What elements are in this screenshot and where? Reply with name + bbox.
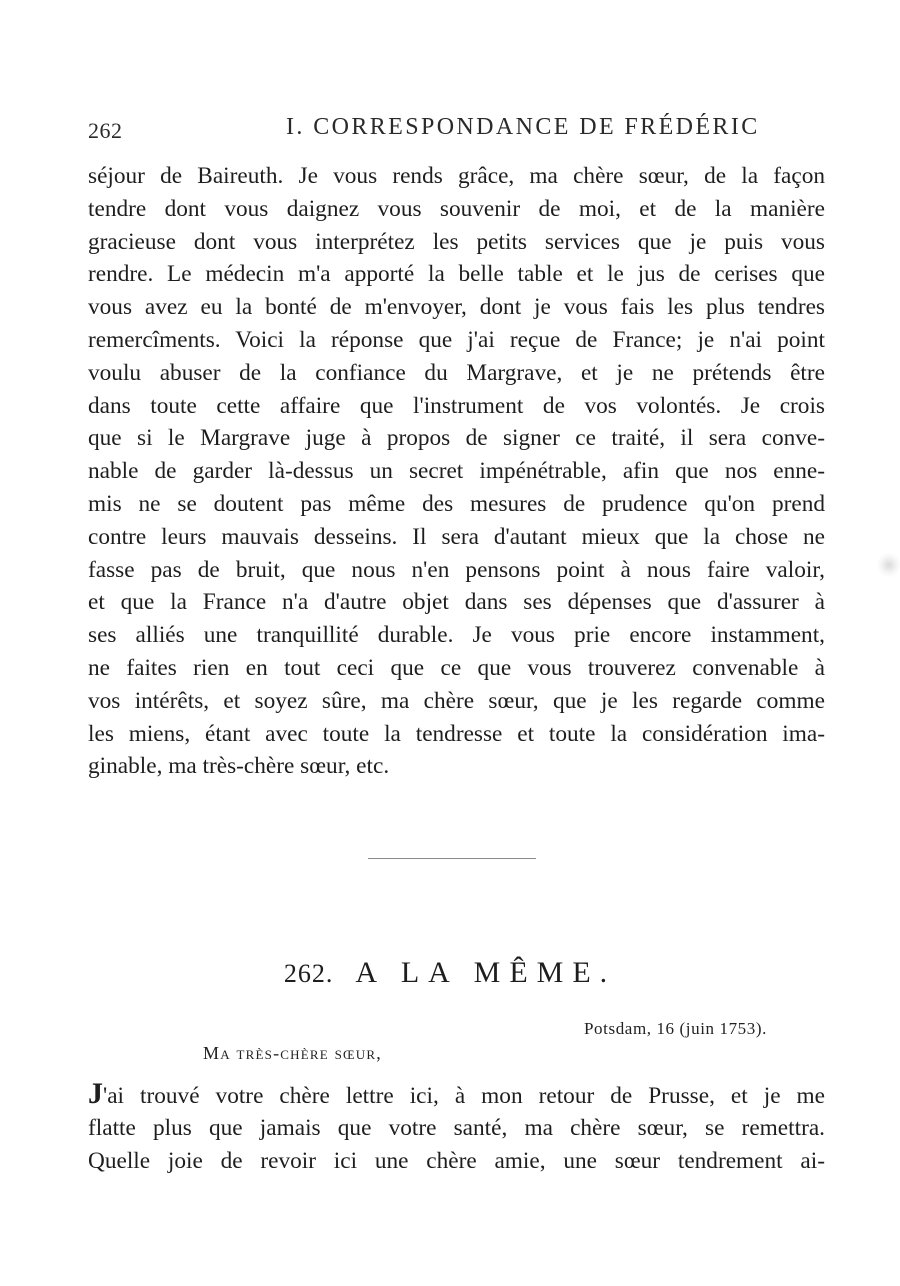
text-line (88, 1079, 825, 1112)
text-line: que si le Margrave juge à propos de signer ce traité, il sera conve- (88, 425, 825, 452)
text-line: et que la France n'a d'autre objet dans ses dépenses que d'assurer à (88, 589, 825, 616)
text-line: voulu abuser de la confiance du Margrave, et je ne prétends être (88, 359, 825, 386)
text-line: ginable, ma très-chère sœur, etc. (88, 753, 390, 780)
section-separator-rule (368, 858, 536, 859)
text-line: gracieuse dont vous interprétez les petits services que je puis vous (88, 228, 825, 255)
drop-cap: J (88, 1077, 103, 1110)
text-line: ne faites rien en tout ceci que ce que vous trouverez convenable à (88, 654, 825, 681)
paper-speck-mark (878, 552, 900, 578)
text-line: fasse pas de bruit, que nous n'en pensons point à nous faire valoir, (88, 556, 825, 583)
text-line: nable de garder là-dessus un secret impénétrable, afin que nos enne- (88, 458, 825, 485)
text-line: Quelle joie de revoir ici une chère amie, une sœur tendrement ai- (88, 1147, 825, 1174)
text-line: rendre. Le médecin m'a apporté la belle table et le jus de cerises que (88, 261, 825, 288)
dateline: Potsdam, 16 (juin 1753). (584, 1019, 767, 1038)
text-line: ses alliés une tranquillité durable. Je vous prie encore instamment, (88, 622, 825, 649)
salutation: Ma très-chère sœur, (203, 1043, 382, 1063)
text-line: flatte plus que jamais que votre santé, ma chère sœur, se remettra. (88, 1114, 825, 1141)
text-line: séjour de Baireuth. Je vous rends grâce, ma chère sœur, de la façon (88, 163, 825, 189)
running-head-title: I. CORRESPONDANCE DE FRÉDÉRIC (286, 114, 760, 140)
text-line: remercîments. Voici la réponse que j'ai reçue de France; je n'ai point (88, 326, 825, 353)
letter-title: A LA MÊME. (355, 956, 617, 989)
text-line: tendre dont vous daignez vous souvenir de moi, et de la manière (88, 195, 825, 222)
text-line: vous avez eu la bonté de m'envoyer, dont je vous fais les plus tendres (88, 294, 825, 321)
letter-number: 262. (283, 959, 334, 988)
text-line: dans toute cette affaire que l'instrument de vos volontés. Je crois (88, 392, 825, 419)
running-head (88, 114, 828, 148)
text-line: mis ne se doutent pas même des mesures de prudence qu'on prend (88, 490, 825, 517)
text-line: les miens, étant avec toute la tendresse et toute la considération ima- (88, 720, 825, 747)
letter-262-body (88, 1079, 825, 1177)
text-line: vos intérêts, et soyez sûre, ma chère sœur, que je les regarde comme (88, 687, 825, 714)
letter-261-continuation (88, 160, 825, 783)
page-number: 262 (88, 118, 123, 143)
text-line-content: 'ai trouvé votre chère lettre ici, à mon retour de Prusse, et je me (103, 1083, 825, 1109)
letter-heading (0, 956, 900, 990)
text-line: contre leurs mauvais desseins. Il sera d'autant mieux que la chose ne (88, 523, 825, 550)
